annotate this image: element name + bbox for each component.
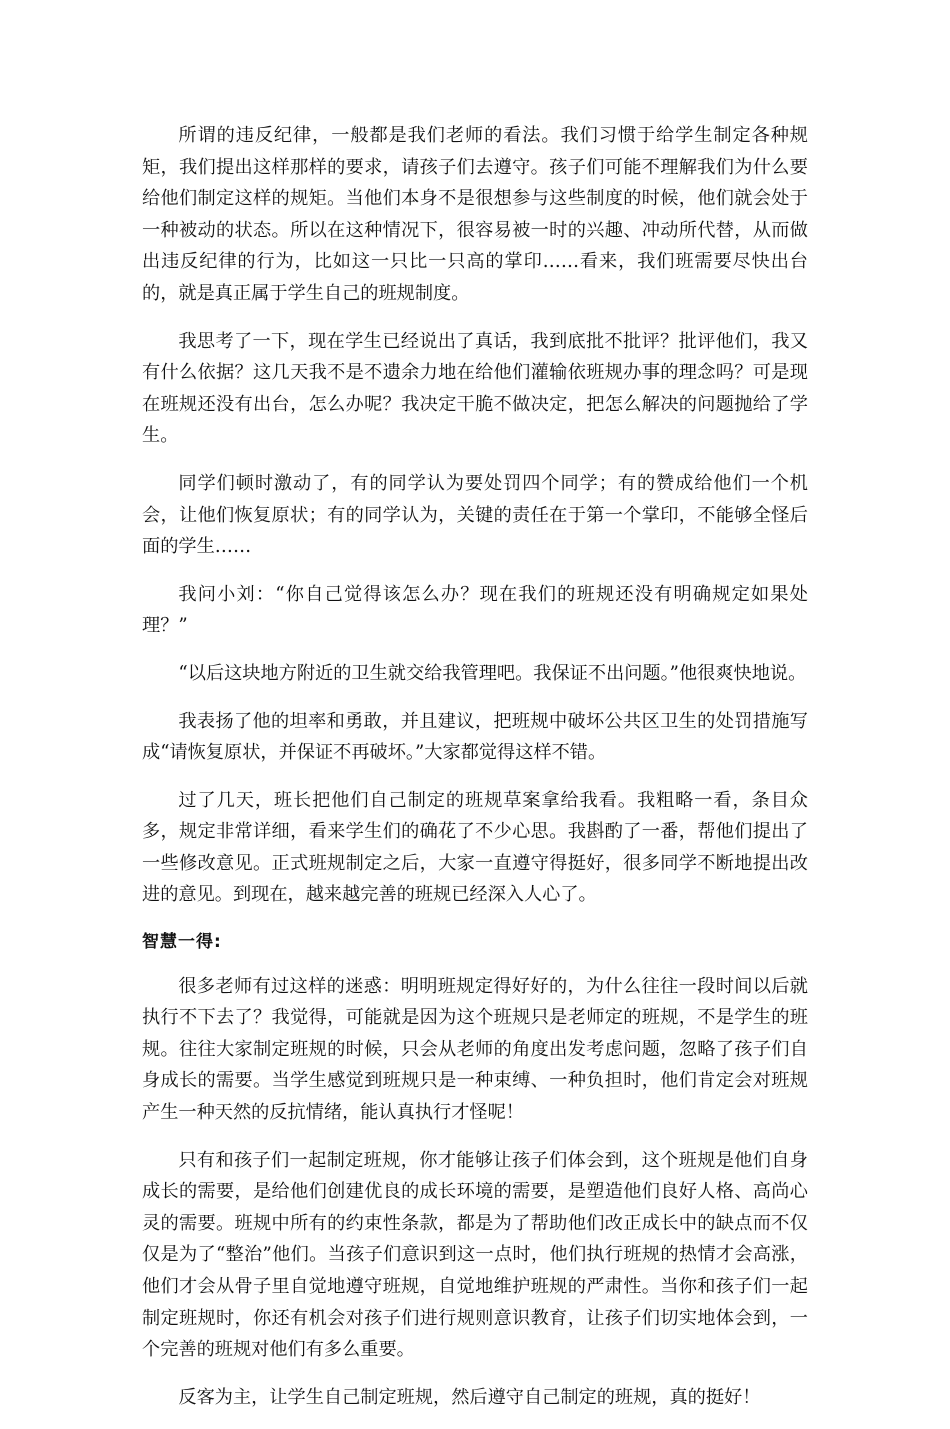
paragraph: 我问小刘：“你自己觉得该怎么办？现在我们的班规还没有明确规定如果处理？” xyxy=(142,583,808,637)
document-body xyxy=(142,120,808,1429)
paragraph: 很多老师有过这样的迷惑：明明班规定得好好的，为什么往往一段时间以后就执行不下去了？我觉得，可能就是因为这个班规只是老师定的班规，不是学生的班规。往往大家制定班规的时候，只会从老师的角度出发考虑问题，忽略了孩子们自身成长的需要。当学生感觉到班规只是一种束缚、一种负担时，他们肯定会对班规产生一种天然的反抗情绪，能认真执行才怪呢！ xyxy=(142,975,808,1124)
paragraph: 所谓的违反纪律，一般都是我们老师的看法。我们习惯于给学生制定各种规矩，我们提出这样那样的要求，请孩子们去遵守。孩子们可能不理解我们为什么要给他们制定这样的规矩。当他们本身不是很想参与这些制度的时候，他们就会处于一种被动的状态。所以在这种情况下，很容易被一时的兴趣、冲动所代替，从而做出违反纪律的行为，比如这一只比一只高的掌印……看来，我们班需要尽快出台的，就是真正属于学生自己的班规制度。 xyxy=(142,125,808,304)
paragraph: 同学们顿时激动了，有的同学认为要处罚四个同学；有的赞成给他们一个机会，让他们恢复原状；有的同学认为，关键的责任在于第一个掌印，不能够全怪后面的学生…… xyxy=(142,472,808,558)
paragraph: 只有和孩子们一起制定班规，你才能够让孩子们体会到，这个班规是他们自身成长的需要，是给他们创建优良的成长环境的需要，是塑造他们良好人格、高尚心灵的需要。班规中所有的约束性条款，都是为了帮助他们改正成长中的缺点而不仅仅是为了“整治”他们。当孩子们意识到这一点时，他们执行班规的热情才会高涨，他们才会从骨子里自觉地遵守班规，自觉地维护班规的严肃性。当你和孩子们一起制定班规时，你还有机会对孩子们进行规则意识教育，让孩子们切实地体会到，一个完善的班规对他们有多么重要。 xyxy=(142,1149,808,1361)
section-heading: 智慧一得: xyxy=(142,932,222,953)
paragraph: 过了几天，班长把他们自己制定的班规草案拿给我看。我粗略一看，条目众多，规定非常详细，看来学生们的确花了不少心思。我斟酌了一番，帮他们提出了一些修改意见。正式班规制定之后，大家一直遵守得挺好，很多同学不断地提出改进的意见。到现在，越来越完善的班规已经深入人心了。 xyxy=(142,789,808,906)
paragraph: 我思考了一下，现在学生已经说出了真话，我到底批不批评？批评他们，我又有什么依据？这几天我不是不遗余力地在给他们灌输依班规办事的理念吗？可是现在班规还没有出台，怎么办呢？我决定干脆不做决定，把怎么解决的问题抛给了学生。 xyxy=(142,330,808,447)
paragraph: “以后这块地方附近的卫生就交给我管理吧。我保证不出问题。”他很爽快地说。 xyxy=(178,662,807,684)
paragraph: 我表扬了他的坦率和勇敢，并且建议，把班规中破坏公共区卫生的处罚措施写成“请恢复原状，并保证不再破坏。”大家都觉得这样不错。 xyxy=(142,710,808,764)
paragraph: 反客为主，让学生自己制定班规，然后遵守自己制定的班规，真的挺好！ xyxy=(178,1386,761,1408)
